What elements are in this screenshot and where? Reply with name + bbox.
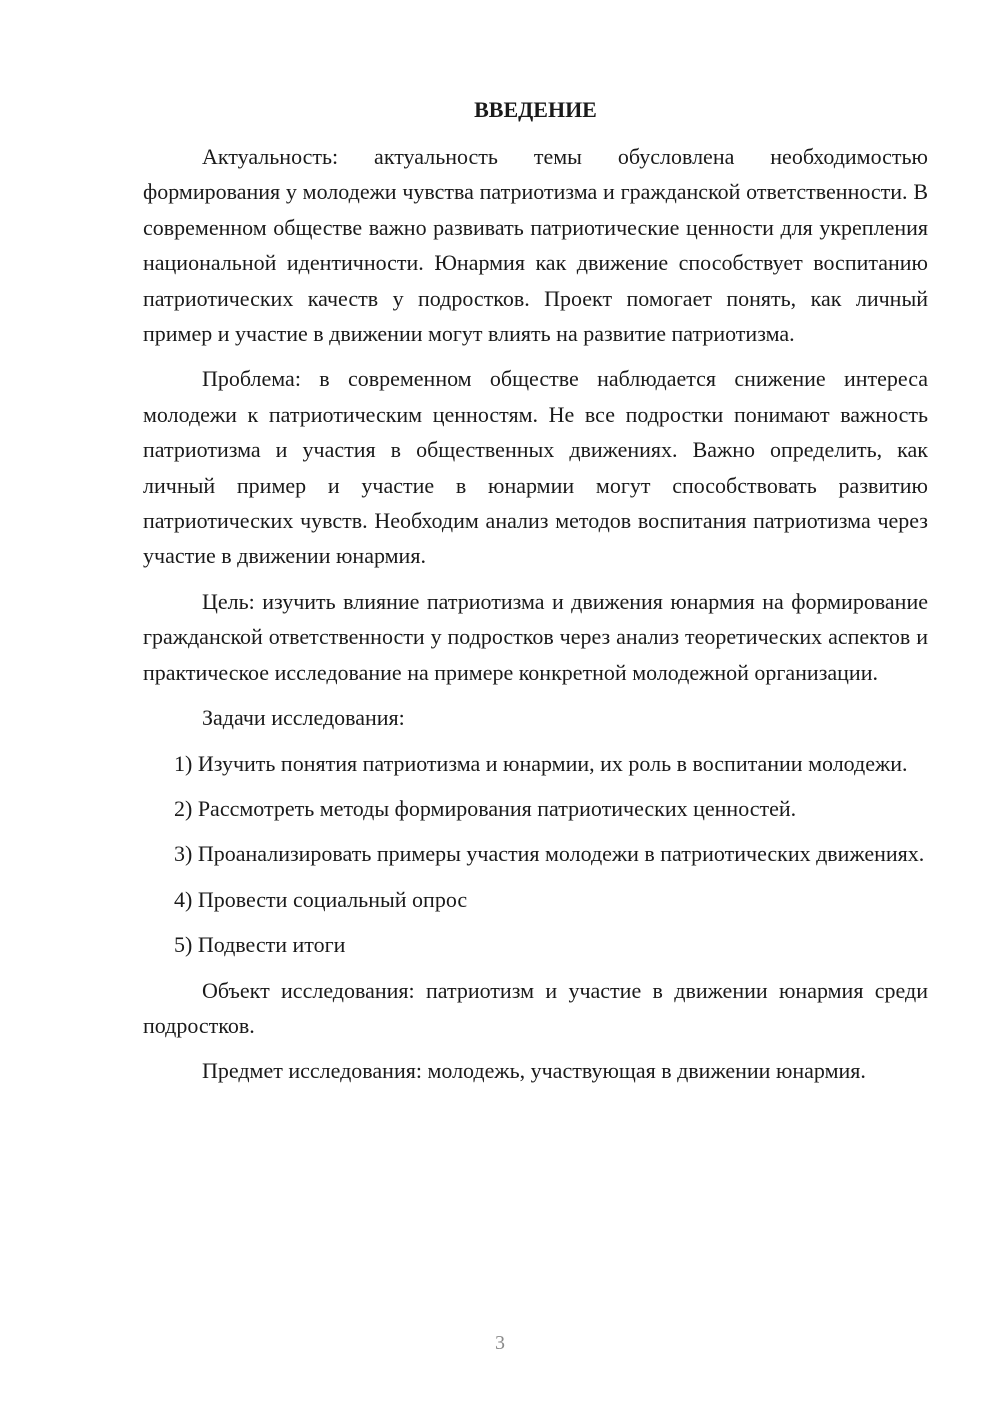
page-number: 3: [495, 1332, 505, 1354]
paragraph-subject: Предмет исследования: молодежь, участвующая в движении юнармия.: [202, 1058, 866, 1084]
paragraph-relevance: Актуальность: актуальность темы обусловлена необходимостью формирования у молодежи чувства патриотизма и гражданской ответственности. В современном обществе важно развивать патриотические ценности для укрепления национальной идентичности. Юнармия как движение способствует воспитанию патриотических качеств у подростков. Проект помогает понять, как личный пример и участие в движении могут влиять на развитие патриотизма.: [143, 144, 928, 347]
task-item: 2) Рассмотреть методы формирования патриотических ценностей.: [174, 795, 797, 821]
paragraph-problem: Проблема: в современном обществе наблюдается снижение интереса молодежи к патриотическим ценностям. Не все подростки понимают важность патриотизма и участия в общественных движениях. Важно определить, как личный пример и участие в юнармии могут способствовать развитию патриотических чувств. Необходим анализ методов воспитания патриотизма через участие в движении юнармия.: [143, 366, 928, 569]
tasks-label: Задачи исследования:: [202, 705, 405, 731]
tasks-list: [143, 746, 928, 963]
paragraph-goal: Цель: изучить влияние патриотизма и движения юнармия на формирование гражданской ответственности у подростков через анализ теоретических аспектов и практическое исследование на примере конкретной молодежной организации.: [143, 588, 928, 685]
section-heading: ВВЕДЕНИЕ: [474, 97, 597, 122]
document-page: [143, 92, 928, 1099]
task-item: 5) Подвести итоги: [174, 932, 346, 958]
task-item: 3) Проанализировать примеры участия молодежи в патриотических движениях.: [174, 841, 925, 867]
paragraph-object: Объект исследования: патриотизм и участие в движении юнармия среди подростков.: [143, 977, 928, 1038]
task-item: 1) Изучить понятия патриотизма и юнармии, их роль в воспитании молодежи.: [174, 750, 908, 776]
task-item: 4) Провести социальный опрос: [174, 886, 468, 912]
